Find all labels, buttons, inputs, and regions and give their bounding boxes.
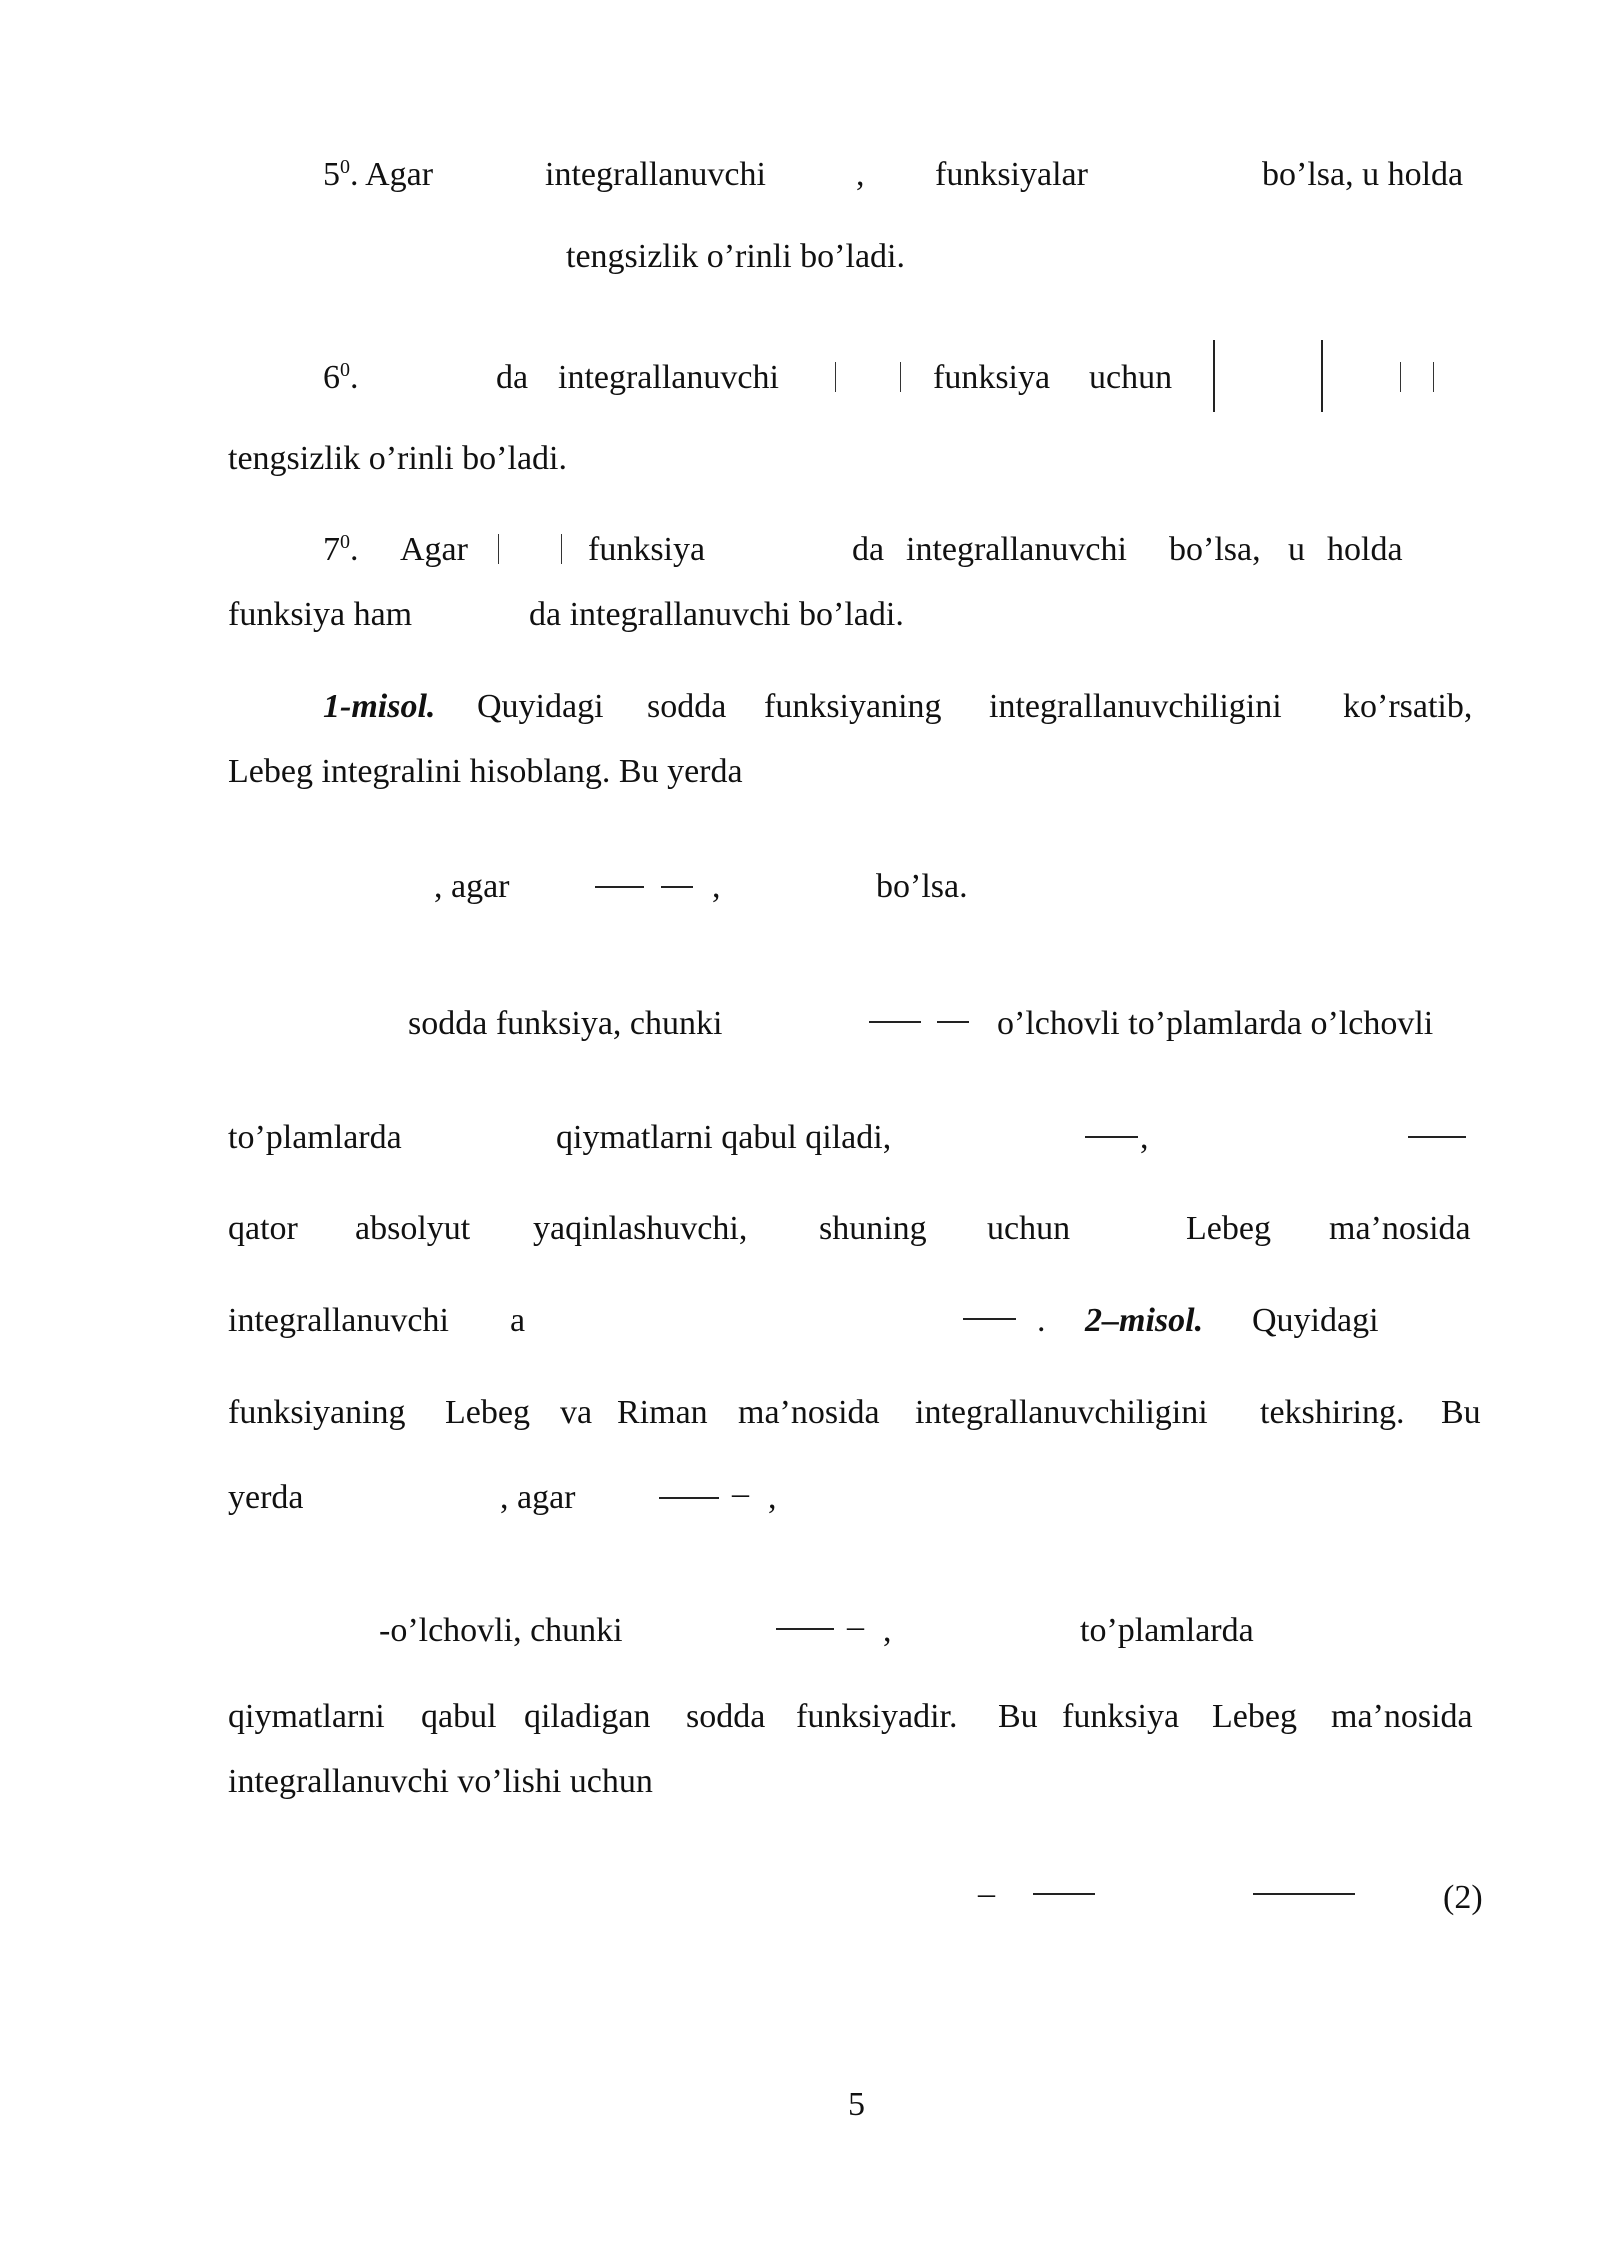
abs-bar <box>561 534 562 564</box>
prop5-funk: funksiyalar <box>935 156 1088 193</box>
fraction-bar <box>1408 1136 1466 1138</box>
prop6-number: 6 <box>323 359 340 396</box>
prop7-holda: holda <box>1327 531 1403 568</box>
ex2-word: Riman <box>617 1394 708 1431</box>
page-number: 5 <box>848 2086 865 2123</box>
prop6-dot: . <box>350 359 359 396</box>
toplamlarda: to’plamlarda <box>228 1119 402 1156</box>
fraction-bar <box>1085 1136 1138 1138</box>
prop5-comma: , <box>856 156 865 193</box>
fraction-bar <box>869 1021 921 1023</box>
prop5-integr: integrallanuvchi <box>545 156 766 193</box>
prop5-line2: tengsizlik o’rinli bo’ladi. <box>566 238 905 275</box>
qator-word: qator <box>228 1210 298 1247</box>
prop5-agar: . Agar <box>350 156 434 193</box>
abs-bar <box>835 362 836 392</box>
prop6-line2: tengsizlik o’rinli bo’ladi. <box>228 440 567 477</box>
prop6-da: da <box>496 359 529 396</box>
ex2-yerda: yerda <box>228 1479 304 1516</box>
prop6-sup: 0 <box>340 359 350 381</box>
ex2-word: va <box>560 1394 593 1431</box>
ex2-word: tekshiring. <box>1260 1394 1405 1431</box>
ex2-word: funksiyadir. <box>796 1698 958 1735</box>
ex2-word: sodda <box>686 1698 766 1735</box>
fraction-bar <box>937 1021 969 1023</box>
example1-word: ko’rsatib, <box>1343 688 1473 725</box>
ex2-word: qiladigan <box>524 1698 651 1735</box>
qator-word: shuning <box>819 1210 927 1247</box>
prop7-line2b: da integrallanuvchi bo’ladi. <box>529 596 904 633</box>
integral-abs-bar <box>1321 340 1323 412</box>
dot: . <box>1037 1302 1046 1339</box>
ex2-word: integrallanuvchiligini <box>915 1394 1208 1431</box>
prop7-lead <box>323 530 359 570</box>
olchovli-text: o’lchovli to’plamlarda o’lchovli <box>997 1005 1434 1042</box>
ex2-word: Lebeg <box>445 1394 530 1431</box>
abs-bar <box>1433 362 1434 392</box>
example1-word: integrallanuvchiligini <box>989 688 1282 725</box>
qator-word: absolyut <box>355 1210 471 1247</box>
fraction-bar <box>1033 1893 1095 1895</box>
ex2-minus: – <box>732 1475 749 1512</box>
abs-bar <box>1400 362 1401 392</box>
example1-word: funksiyaning <box>764 688 942 725</box>
def-bolsa: bo’lsa. <box>876 868 968 905</box>
prop5-lead <box>323 155 433 195</box>
prop6-integr: integrallanuvchi <box>558 359 779 396</box>
fraction-bar <box>661 886 693 888</box>
prop6-funk: funksiya <box>933 359 1051 396</box>
ex2-word: funksiya <box>1062 1698 1180 1735</box>
example1-label: 1-misol. <box>323 688 436 725</box>
qiymat-text: qiymatlarni qabul qiladi, <box>556 1119 892 1156</box>
prop6-uchun: uchun <box>1089 359 1173 396</box>
prop6-lead <box>323 358 359 398</box>
a-letter: a <box>510 1302 526 1339</box>
fraction-bar <box>963 1318 1016 1320</box>
prop7-agar: Agar <box>400 531 468 568</box>
ex2-word: Bu <box>998 1698 1038 1735</box>
prop7-line2a: funksiya ham <box>228 596 413 633</box>
ex2-word: Lebeg <box>1212 1698 1297 1735</box>
ex2-word: qiymatlarni <box>228 1698 385 1735</box>
example1-word: sodda <box>647 688 727 725</box>
ex2-minus: – <box>847 1608 864 1645</box>
example2-quyidagi: Quyidagi <box>1252 1302 1379 1339</box>
prop5-sup: 0 <box>340 156 350 178</box>
ex2-toplamlarda: to’plamlarda <box>1080 1612 1254 1649</box>
equation-number: (2) <box>1443 1879 1483 1916</box>
fraction-bar <box>595 886 644 888</box>
qator-word: ma’nosida <box>1329 1210 1471 1247</box>
ex2-comma: , <box>768 1479 777 1516</box>
prop5-number: 5 <box>323 156 340 193</box>
prop7-integr: integrallanuvchi <box>906 531 1127 568</box>
ex2-last-line: integrallanuvchi vo’lishi uchun <box>228 1763 653 1800</box>
prop7-u: u <box>1288 531 1305 568</box>
ex2-word: ma’nosida <box>738 1394 880 1431</box>
ex2-word: ma’nosida <box>1331 1698 1473 1735</box>
fraction-bar <box>776 1628 834 1630</box>
prop5-bolsa: bo’lsa, u holda <box>1262 156 1464 193</box>
example2-label: 2–misol. <box>1085 1302 1204 1339</box>
example1-line2: Lebeg integralini hisoblang. Bu yerda <box>228 753 743 790</box>
fraction-bar <box>1253 1893 1355 1895</box>
eq-minus: – <box>978 1875 995 1912</box>
ex2-word: Bu <box>1441 1394 1481 1431</box>
sodda-funk: sodda funksiya, chunki <box>408 1005 723 1042</box>
comma: , <box>1140 1119 1149 1156</box>
abs-bar <box>498 534 499 564</box>
qator-word: Lebeg <box>1186 1210 1271 1247</box>
qator-word: yaqinlashuvchi, <box>533 1210 748 1247</box>
abs-bar <box>900 362 901 392</box>
fraction-bar <box>659 1497 719 1499</box>
prop7-sup: 0 <box>340 531 350 553</box>
prop7-number: 7 <box>323 531 340 568</box>
prop7-funk: funksiya <box>588 531 706 568</box>
integral-abs-bar <box>1213 340 1215 412</box>
prop7-dot: . <box>350 531 359 568</box>
prop7-da: da <box>852 531 885 568</box>
ex2-agar: , agar <box>500 1479 576 1516</box>
def-agar: , agar <box>434 868 510 905</box>
example1-word: Quyidagi <box>477 688 604 725</box>
qator-word: uchun <box>987 1210 1071 1247</box>
ex2-word: funksiyaning <box>228 1394 406 1431</box>
ex2-olchovli: -o’lchovli, chunki <box>379 1612 623 1649</box>
ex2-word: qabul <box>421 1698 497 1735</box>
ex2-comma2: , <box>883 1612 892 1649</box>
def-comma: , <box>712 868 721 905</box>
integr-a: integrallanuvchi <box>228 1302 449 1339</box>
prop7-bolsa: bo’lsa, <box>1169 531 1261 568</box>
